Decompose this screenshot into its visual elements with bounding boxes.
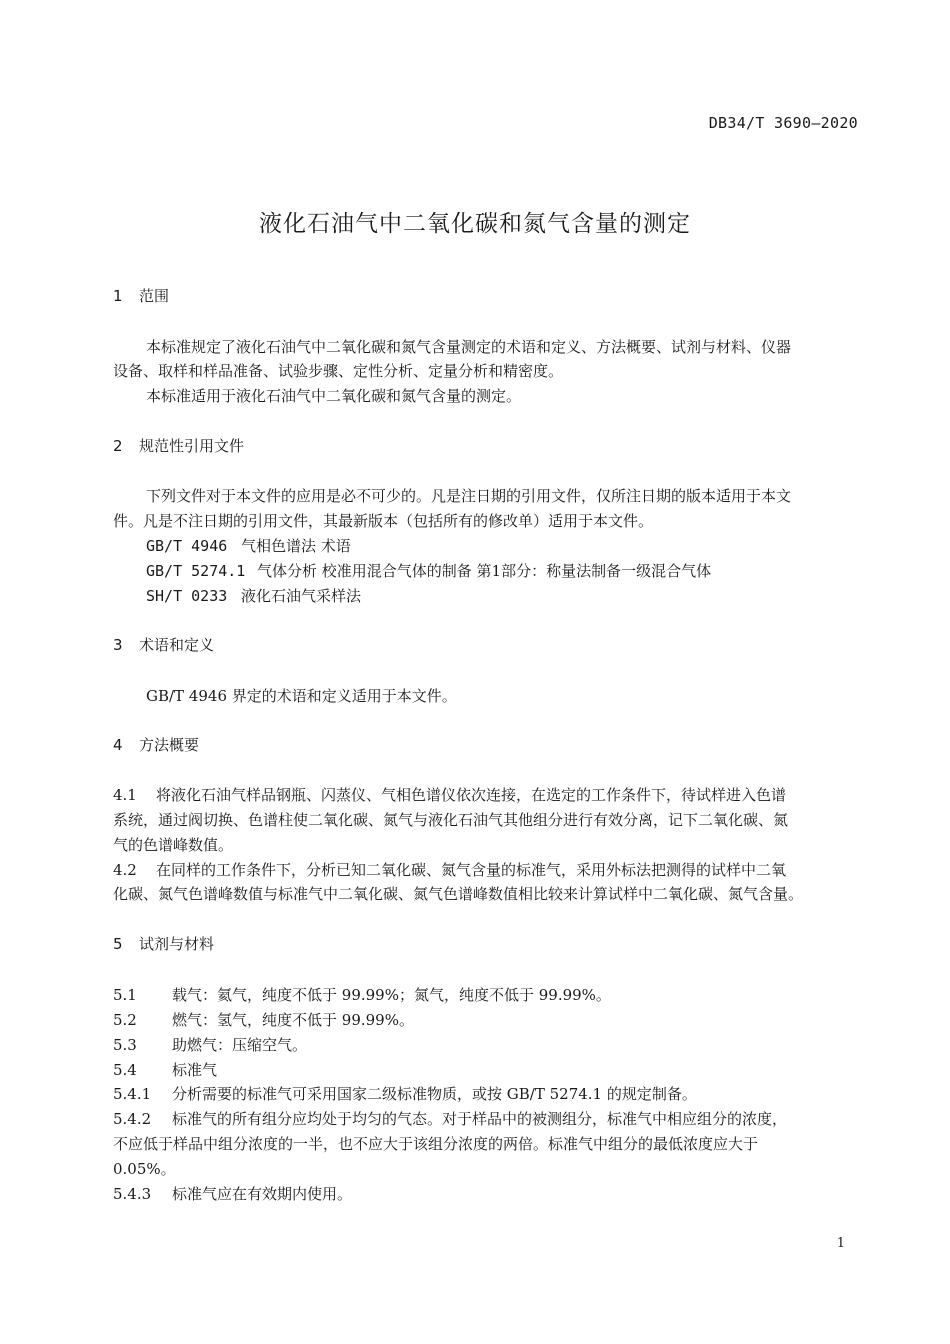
clause-number: 5.3: [113, 1036, 137, 1054]
section-title: 方法概要: [139, 736, 200, 754]
paragraph-line: GB/T 4946 界定的术语和定义适用于本文件。: [146, 687, 457, 705]
reference-code: GB/T 4946: [146, 537, 228, 555]
clause-text: 标准气应在有效期内使用。: [172, 1185, 353, 1203]
paragraph-line: 系统，通过阀切换、色谱柱使二氧化碳、氮气与液化石油气其他组分进行有效分离，记下二氧化碳、氮: [113, 811, 789, 829]
paragraph-line: 本标准适用于液化石油气中二氧化碳和氮气含量的测定。: [146, 387, 522, 405]
section-heading-normative-references: [113, 434, 244, 458]
clause-text: 标准气的所有组分应均处于均匀的气态。对于样品中的被测组分，标准气中相应组分的浓度，: [172, 1110, 788, 1128]
section-number: 1: [113, 287, 123, 305]
paragraph-line: 件。凡是不注日期的引用文件，其最新版本（包括所有的修改单）适用于本文件。: [113, 512, 654, 530]
clause-line: [113, 1082, 697, 1106]
section-heading-reagents: [113, 932, 214, 956]
section-number: 4: [113, 736, 123, 754]
clause-line: [113, 1107, 787, 1131]
section-title: 试剂与材料: [139, 935, 215, 953]
paragraph-line: 本标准规定了液化石油气中二氧化碳和氮气含量测定的术语和定义、方法概要、试剂与材料、仪器: [146, 338, 792, 356]
clause-number: 5.4.1: [113, 1085, 152, 1103]
reference-item: [146, 534, 351, 558]
section-number: 3: [113, 636, 123, 654]
clause-text: 燃气：氢气，纯度不低于 99.99%。: [172, 1011, 414, 1029]
section-title: 范围: [139, 287, 170, 305]
reference-name: 气相色谱法 术语: [241, 537, 351, 555]
clause-line: [113, 783, 786, 807]
clause-text: 在同样的工作条件下，分析已知二氧化碳、氮气含量的标准气，采用外标法把测得的试样中二氧: [156, 861, 787, 879]
paragraph-line: 0.05%。: [113, 1160, 176, 1178]
clause-number: 5.4.3: [113, 1185, 152, 1203]
clause-line: [113, 1058, 217, 1082]
clause-number: 5.4: [113, 1061, 137, 1079]
clause-number: 4.2: [113, 861, 137, 879]
reference-item: [146, 559, 711, 583]
paragraph-line: 下列文件对于本文件的应用是必不可少的。凡是注日期的引用文件，仅所注日期的版本适用于本文: [146, 487, 792, 505]
clause-line: [113, 1033, 307, 1057]
reference-name: 液化石油气采样法: [241, 587, 362, 605]
reference-code: SH/T 0233: [146, 587, 228, 605]
reference-item: [146, 584, 361, 608]
clause-line: [113, 1182, 352, 1206]
section-number: 2: [113, 437, 123, 455]
reference-code: GB/T 5274.1: [146, 562, 246, 580]
clause-text: 将液化石油气样品钢瓶、闪蒸仪、气相色谱仪依次连接，在选定的工作条件下，待试样进入色谱: [156, 786, 787, 804]
section-number: 5: [113, 935, 123, 953]
clause-line: [113, 983, 611, 1007]
clause-text: 标准气: [172, 1061, 218, 1079]
clause-number: 5.2: [113, 1011, 137, 1029]
clause-line: [113, 858, 786, 882]
clause-text: 分析需要的标准气可采用国家二级标准物质，或按 GB/T 5274.1 的规定制备。: [172, 1085, 697, 1103]
paragraph-line: 气的色谱峰数值。: [113, 836, 234, 854]
clause-text: 助燃气：压缩空气。: [172, 1036, 308, 1054]
clause-number: 5.4.2: [113, 1110, 152, 1128]
section-heading-scope: [113, 284, 169, 308]
section-title: 规范性引用文件: [139, 437, 245, 455]
section-title: 术语和定义: [139, 636, 215, 654]
section-heading-method-summary: [113, 733, 199, 757]
paragraph-line: 化碳、氮气色谱峰数值与标准气中二氧化碳、氮气色谱峰数值相比较来计算试样中二氧化碳、氮气含量。: [113, 885, 804, 903]
page-number: 1: [836, 1236, 845, 1251]
clause-line: [113, 1008, 414, 1032]
document-title: 液化石油气中二氧化碳和氮气含量的测定: [259, 211, 691, 237]
standard-code: DB34/T 3690—2020: [708, 114, 858, 132]
clause-number: 4.1: [113, 786, 137, 804]
paragraph-line: 不应低于样品中组分浓度的一半，也不应大于该组分浓度的两倍。标准气中组分的最低浓度应大于: [113, 1135, 759, 1153]
paragraph-line: 设备、取样和样品准备、试验步骤、定性分析、定量分析和精密度。: [113, 362, 564, 380]
reference-name: 气体分析 校准用混合气体的制备 第1部分：称量法制备一级混合气体: [257, 562, 712, 580]
clause-number: 5.1: [113, 986, 137, 1004]
section-heading-terms: [113, 633, 214, 657]
clause-text: 载气：氦气，纯度不低于 99.99%；氮气，纯度不低于 99.99%。: [172, 986, 611, 1004]
